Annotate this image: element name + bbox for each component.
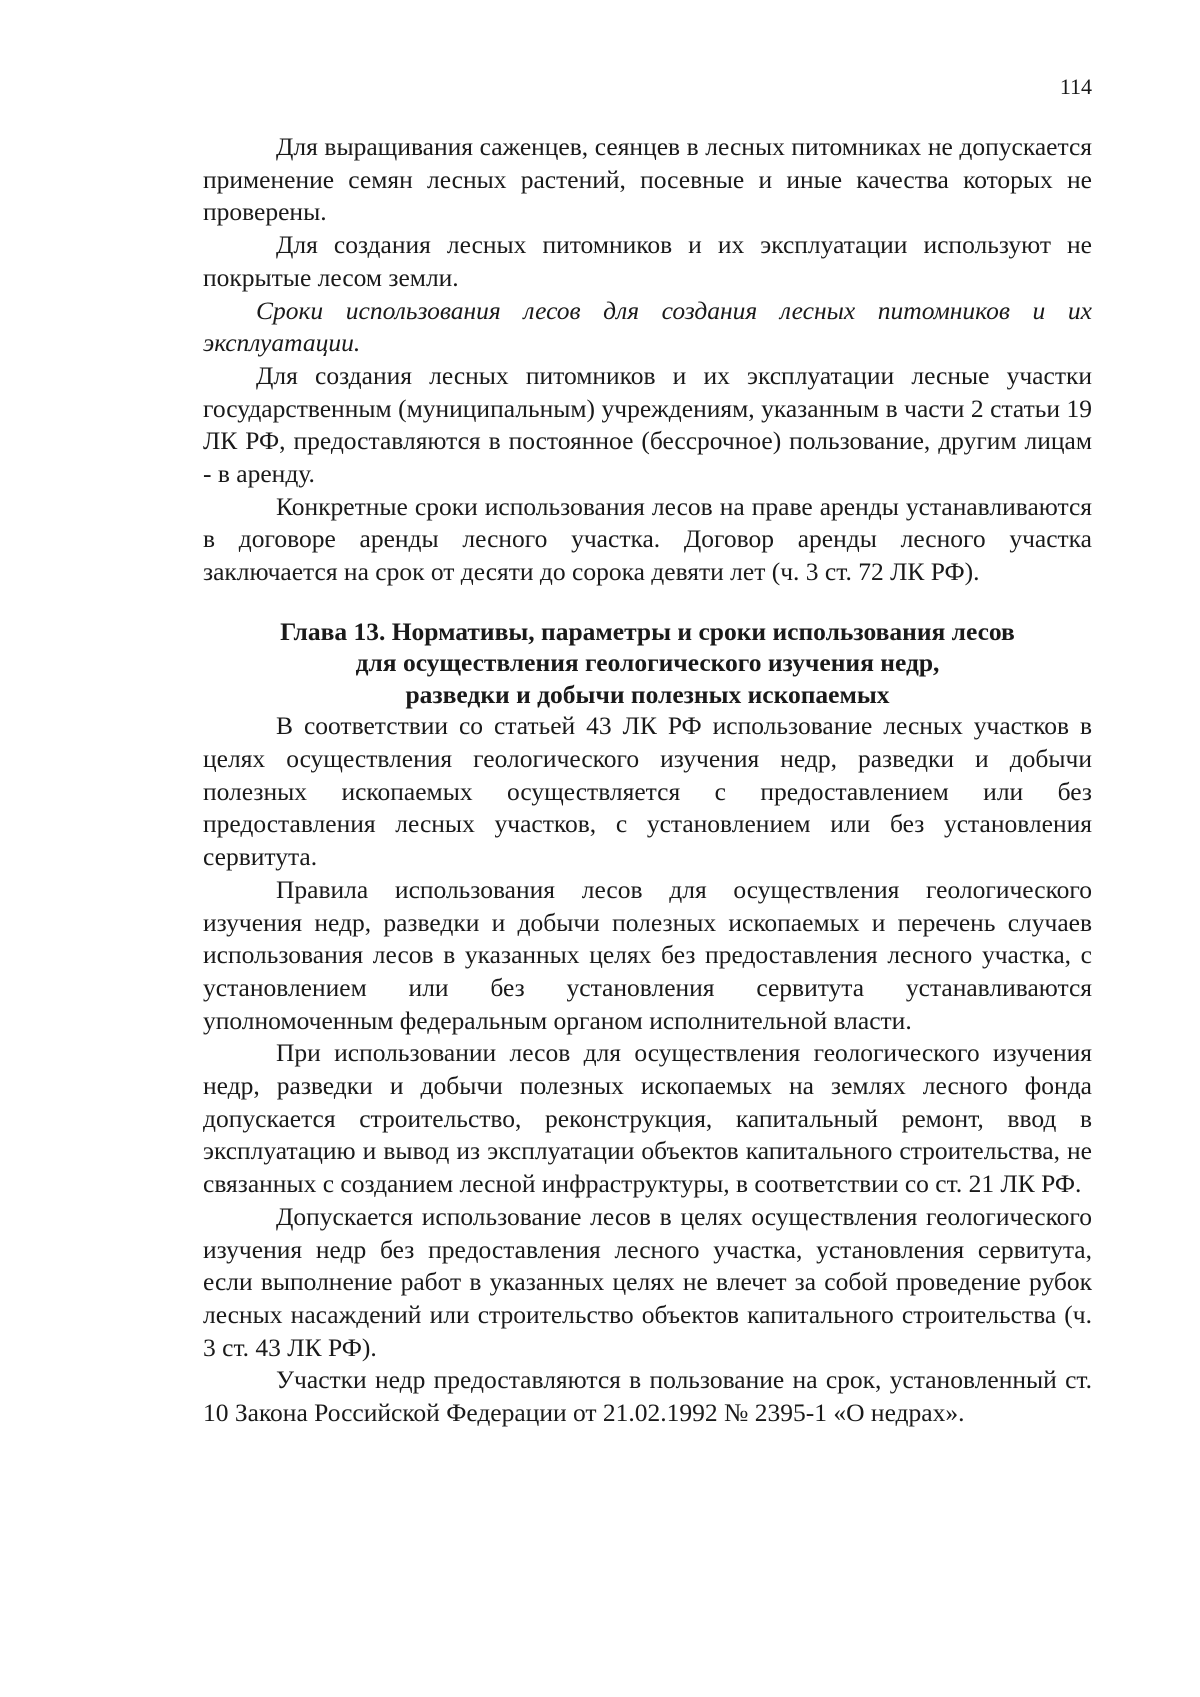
chapter-heading — [203, 616, 1092, 711]
paragraph-nursery-lands: Для создания лесных питомников и их эксплуатации используют не покрытые лесом земли. — [203, 230, 1092, 292]
paragraph-lease-terms: Конкретные сроки использования лесов на праве аренды устанавливаются в договоре аренды лесного участка. Договор аренды лесного участка заключается на срок от десяти до сорока девяти лет (ч. 3 ст. 72 ЛК РФ). — [203, 491, 1092, 587]
page-content — [203, 131, 1092, 1430]
paragraph-seed-requirements: Для выращивания саженцев, сеянцев в лесных питомниках не допускается применение семян лесных растений, посевные и иные качества которых не проверены. — [203, 132, 1092, 227]
paragraph-nursery-provision: Для создания лесных питомников и их эксплуатации лесные участки государственным (муниципальным) учреждениям, указанным в части 2 статьи 19 ЛК РФ, предоставляются в постоянное (бессрочное) пользование, другим лицам - в аренду. — [203, 360, 1092, 489]
paragraph-subsoil-term: Участки недр предоставляются в пользование на срок, установленный ст. 10 Закона Российской Федерации от 21.02.1992 № 2395-1 «О недрах». — [203, 1365, 1092, 1428]
chapter-heading-line-2: для осуществления геологического изучения недр, — [355, 648, 940, 678]
document-page — [203, 0, 1092, 1697]
chapter-heading-line-1: Глава 13. Нормативы, параметры и сроки использования лесов — [280, 616, 1015, 646]
paragraph-usage-rules: Правила использования лесов для осуществления геологического изучения недр, разведки и добычи полезных ископаемых и перечень случаев использования лесов в указанных целях без предоставления лесного участка, с установлением или без установления сервитута устанавливаются уполномоченным федеральным органом исполнительной власти. — [203, 874, 1092, 1035]
page-number: 114 — [1059, 74, 1092, 99]
chapter-heading-line-3: разведки и добычи полезных ископаемых — [405, 679, 890, 709]
paragraph-article-43: В соответствии со статьей 43 ЛК РФ использование лесных участков в целях осуществления геологического изучения недр, разведки и добычи полезных ископаемых осуществляется с предоставлением или без предоставления лесных участков, с установлением или без установления сервитута. — [203, 711, 1092, 872]
paragraph-construction-allowed: При использовании лесов для осуществления геологического изучения недр, разведки и добычи полезных ископаемых на землях лесного фонда допускается строительство, реконструкция, капитальный ремонт, ввод в эксплуатацию и вывод из эксплуатации объектов капитального строительства, не связанных с созданием лесной инфраструктуры, в соответствии со ст. 21 ЛК РФ. — [203, 1038, 1092, 1199]
subheading-nursery-terms: Сроки использования лесов для создания лесных питомников и их эксплуатации. — [203, 295, 1092, 358]
paragraph-usage-without-provision: Допускается использование лесов в целях осуществления геологического изучения недр без предоставления лесного участка, установления сервитута, если выполнение работ в указанных целях не влечет за собой проведение рубок лесных насаждений или строительство объектов капитального строительства (ч. 3 ст. 43 ЛК РФ). — [203, 1201, 1092, 1362]
